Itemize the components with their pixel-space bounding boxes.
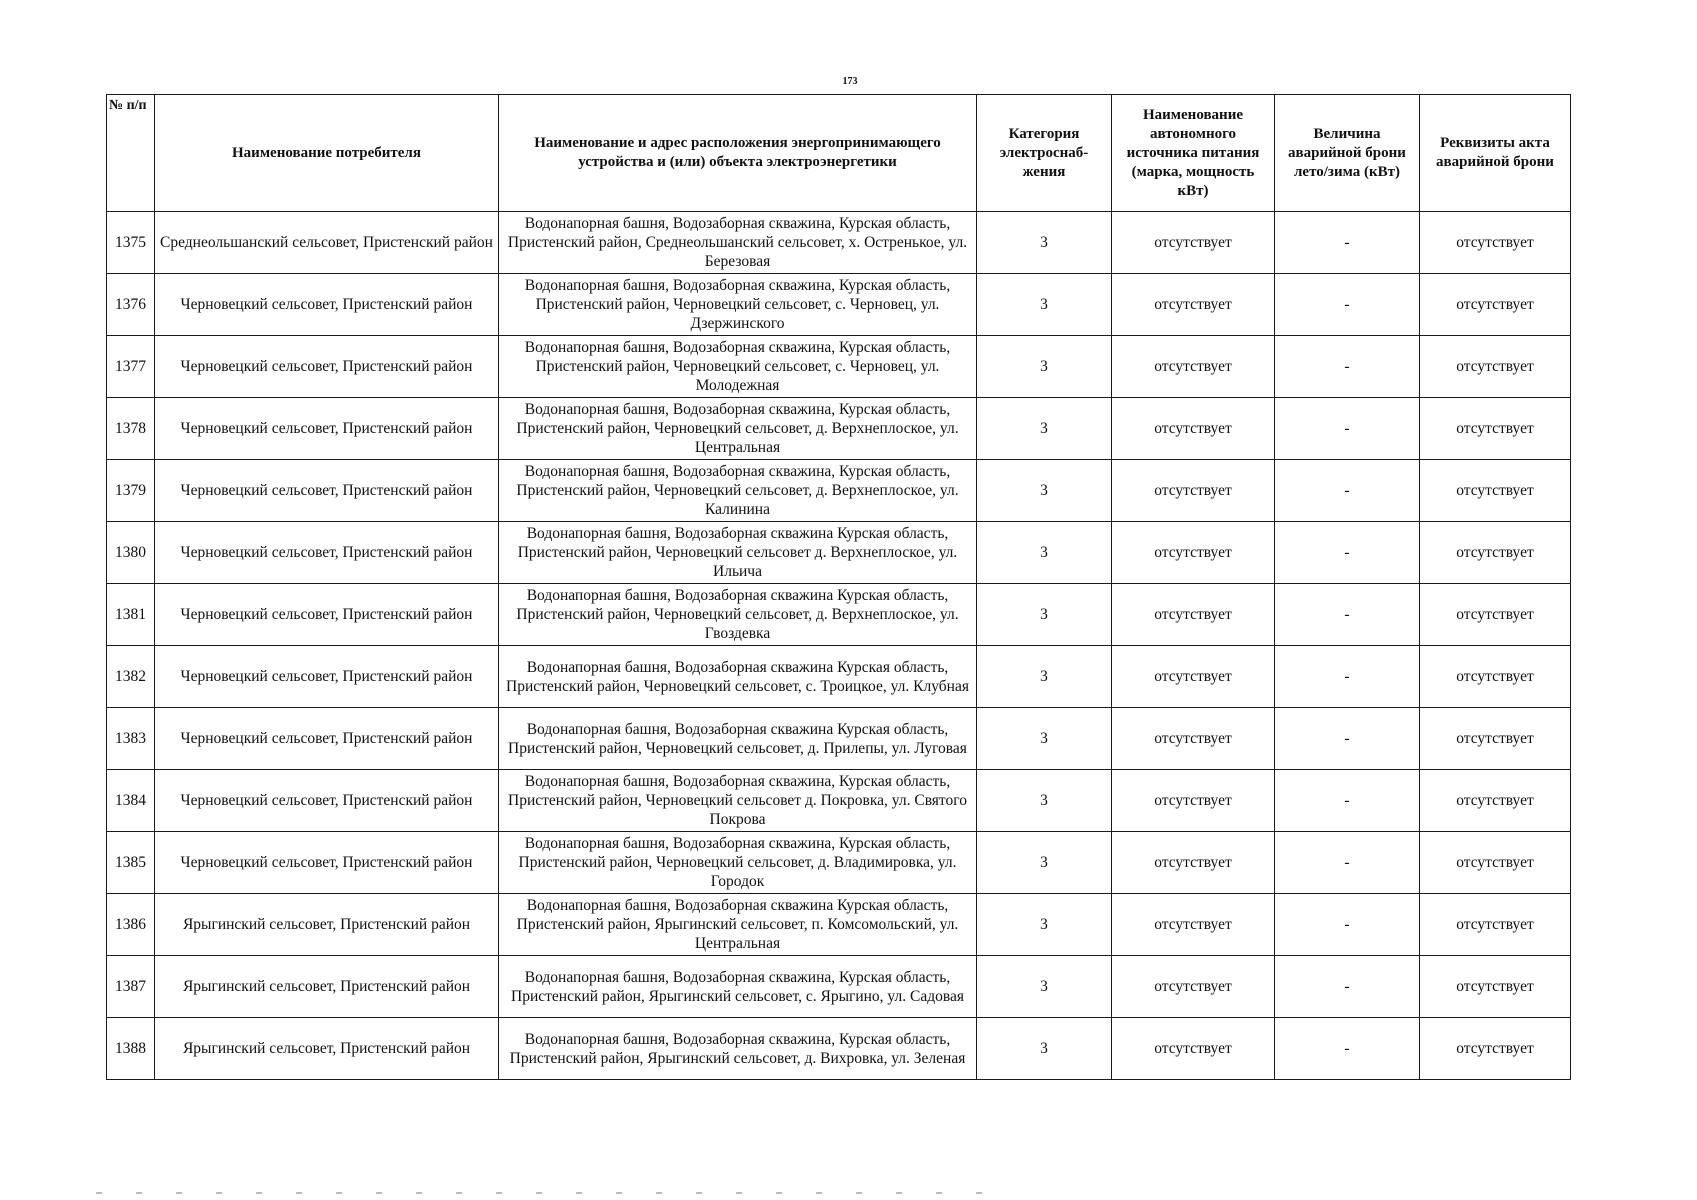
header-act-details: Реквизиты акта аварийной брони	[1420, 95, 1571, 212]
consumer-name: Ярыгинский сельсовет, Пристенский район	[155, 1018, 499, 1080]
act-details: отсутствует	[1420, 460, 1571, 522]
row-number: 1385	[107, 832, 155, 894]
reserve-value: -	[1275, 336, 1420, 398]
act-details: отсутствует	[1420, 956, 1571, 1018]
device-address: Водонапорная башня, Водозаборная скважина Курская область, Пристенский район, Черновецкий сельсовет, д. Верхнеплоское, ул. Гвоздевка	[499, 584, 977, 646]
table-body	[107, 212, 1571, 1080]
consumer-name: Черновецкий сельсовет, Пристенский район	[155, 398, 499, 460]
supply-category: 3	[977, 770, 1112, 832]
supply-category: 3	[977, 646, 1112, 708]
autonomous-source: отсутствует	[1112, 398, 1275, 460]
row-number: 1382	[107, 646, 155, 708]
autonomous-source: отсутствует	[1112, 708, 1275, 770]
header-number: № п/п	[107, 95, 155, 212]
autonomous-source: отсутствует	[1112, 522, 1275, 584]
reserve-value: -	[1275, 832, 1420, 894]
act-details: отсутствует	[1420, 398, 1571, 460]
row-number: 1386	[107, 894, 155, 956]
autonomous-source: отсутствует	[1112, 770, 1275, 832]
act-details: отсутствует	[1420, 212, 1571, 274]
device-address: Водонапорная башня, Водозаборная скважина, Курская область, Пристенский район, Черновецкий сельсовет, д. Верхнеплоское, ул. Калинина	[499, 460, 977, 522]
table-row	[107, 336, 1571, 398]
scan-artifact	[96, 1192, 996, 1194]
row-number: 1375	[107, 212, 155, 274]
row-number: 1388	[107, 1018, 155, 1080]
autonomous-source: отсутствует	[1112, 1018, 1275, 1080]
autonomous-source: отсутствует	[1112, 894, 1275, 956]
supply-category: 3	[977, 212, 1112, 274]
row-number: 1378	[107, 398, 155, 460]
autonomous-source: отсутствует	[1112, 274, 1275, 336]
device-address: Водонапорная башня, Водозаборная скважина Курская область, Пристенский район, Черновецкий сельсовет, с. Троицкое, ул. Клубная	[499, 646, 977, 708]
row-number: 1377	[107, 336, 155, 398]
reserve-value: -	[1275, 1018, 1420, 1080]
header-supply-category: Категория электроснаб-жения	[977, 95, 1112, 212]
autonomous-source: отсутствует	[1112, 336, 1275, 398]
consumer-name: Черновецкий сельсовет, Пристенский район	[155, 336, 499, 398]
device-address: Водонапорная башня, Водозаборная скважина Курская область, Пристенский район, Ярыгинский сельсовет, п. Комсомольский, ул. Центральная	[499, 894, 977, 956]
page-number: 173	[842, 76, 858, 87]
reserve-value: -	[1275, 274, 1420, 336]
device-address: Водонапорная башня, Водозаборная скважина Курская область, Пристенский район, Черновецкий сельсовет, д. Прилепы, ул. Луговая	[499, 708, 977, 770]
table-header-row	[107, 95, 1571, 212]
autonomous-source: отсутствует	[1112, 832, 1275, 894]
row-number: 1387	[107, 956, 155, 1018]
table-row	[107, 832, 1571, 894]
act-details: отсутствует	[1420, 708, 1571, 770]
table-row	[107, 460, 1571, 522]
device-address: Водонапорная башня, Водозаборная скважина, Курская область, Пристенский район, Ярыгинский сельсовет, с. Ярыгино, ул. Садовая	[499, 956, 977, 1018]
device-address: Водонапорная башня, Водозаборная скважина, Курская область, Пристенский район, Черновецкий сельсовет, с. Черновец, ул. Дзержинского	[499, 274, 977, 336]
device-address: Водонапорная башня, Водозаборная скважина, Курская область, Пристенский район, Черновецкий сельсовет, д. Владимировка, ул. Городок	[499, 832, 977, 894]
device-address: Водонапорная башня, Водозаборная скважина, Курская область, Пристенский район, Черновецкий сельсовет, с. Черновец, ул. Молодежная	[499, 336, 977, 398]
device-address: Водонапорная башня, Водозаборная скважина Курская область, Пристенский район, Черновецкий сельсовет д. Верхнеплоское, ул. Ильича	[499, 522, 977, 584]
reserve-value: -	[1275, 770, 1420, 832]
table-row	[107, 646, 1571, 708]
act-details: отсутствует	[1420, 274, 1571, 336]
reserve-value: -	[1275, 708, 1420, 770]
act-details: отсутствует	[1420, 336, 1571, 398]
row-number: 1381	[107, 584, 155, 646]
act-details: отсутствует	[1420, 522, 1571, 584]
supply-category: 3	[977, 274, 1112, 336]
reserve-value: -	[1275, 894, 1420, 956]
table-row	[107, 956, 1571, 1018]
act-details: отсутствует	[1420, 770, 1571, 832]
supply-category: 3	[977, 832, 1112, 894]
header-reserve-value: Величина аварийной брони лето/зима (кВт)	[1275, 95, 1420, 212]
supply-category: 3	[977, 1018, 1112, 1080]
supply-category: 3	[977, 336, 1112, 398]
table-row	[107, 398, 1571, 460]
reserve-value: -	[1275, 398, 1420, 460]
table-row	[107, 522, 1571, 584]
consumer-name: Черновецкий сельсовет, Пристенский район	[155, 832, 499, 894]
table-row	[107, 894, 1571, 956]
row-number: 1384	[107, 770, 155, 832]
consumer-name: Черновецкий сельсовет, Пристенский район	[155, 460, 499, 522]
consumer-name: Ярыгинский сельсовет, Пристенский район	[155, 956, 499, 1018]
consumer-name: Черновецкий сельсовет, Пристенский район	[155, 708, 499, 770]
consumer-name: Ярыгинский сельсовет, Пристенский район	[155, 894, 499, 956]
supply-category: 3	[977, 894, 1112, 956]
supply-category: 3	[977, 708, 1112, 770]
consumer-name: Черновецкий сельсовет, Пристенский район	[155, 646, 499, 708]
consumer-name: Черновецкий сельсовет, Пристенский район	[155, 522, 499, 584]
header-device-address: Наименование и адрес расположения энергопринимающего устройства и (или) объекта электроэнергетики	[499, 95, 977, 212]
table-row	[107, 212, 1571, 274]
emergency-reserve-table	[106, 94, 1571, 1080]
autonomous-source: отсутствует	[1112, 646, 1275, 708]
row-number: 1376	[107, 274, 155, 336]
supply-category: 3	[977, 460, 1112, 522]
act-details: отсутствует	[1420, 1018, 1571, 1080]
act-details: отсутствует	[1420, 894, 1571, 956]
device-address: Водонапорная башня, Водозаборная скважина, Курская область, Пристенский район, Ярыгинский сельсовет, д. Вихровка, ул. Зеленая	[499, 1018, 977, 1080]
reserve-value: -	[1275, 584, 1420, 646]
reserve-value: -	[1275, 212, 1420, 274]
reserve-value: -	[1275, 646, 1420, 708]
act-details: отсутствует	[1420, 832, 1571, 894]
table-row	[107, 708, 1571, 770]
table-row	[107, 1018, 1571, 1080]
reserve-value: -	[1275, 522, 1420, 584]
row-number: 1380	[107, 522, 155, 584]
table-row	[107, 770, 1571, 832]
supply-category: 3	[977, 398, 1112, 460]
table-row	[107, 274, 1571, 336]
autonomous-source: отсутствует	[1112, 956, 1275, 1018]
consumer-name: Черновецкий сельсовет, Пристенский район	[155, 274, 499, 336]
supply-category: 3	[977, 956, 1112, 1018]
device-address: Водонапорная башня, Водозаборная скважина, Курская область, Пристенский район, Среднеольшанский сельсовет, х. Остренькое, ул. Березовая	[499, 212, 977, 274]
header-consumer-name: Наименование потребителя	[155, 95, 499, 212]
consumer-name: Среднеольшанский сельсовет, Пристенский район	[155, 212, 499, 274]
supply-category: 3	[977, 584, 1112, 646]
header-autonomous-source: Наименование автономного источника питания (марка, мощность кВт)	[1112, 95, 1275, 212]
autonomous-source: отсутствует	[1112, 584, 1275, 646]
reserve-value: -	[1275, 956, 1420, 1018]
autonomous-source: отсутствует	[1112, 212, 1275, 274]
autonomous-source: отсутствует	[1112, 460, 1275, 522]
device-address: Водонапорная башня, Водозаборная скважина, Курская область, Пристенский район, Черновецкий сельсовет д. Покровка, ул. Святого Покрова	[499, 770, 977, 832]
device-address: Водонапорная башня, Водозаборная скважина, Курская область, Пристенский район, Черновецкий сельсовет, д. Верхнеплоское, ул. Центральная	[499, 398, 977, 460]
consumer-name: Черновецкий сельсовет, Пристенский район	[155, 584, 499, 646]
consumer-name: Черновецкий сельсовет, Пристенский район	[155, 770, 499, 832]
row-number: 1379	[107, 460, 155, 522]
act-details: отсутствует	[1420, 646, 1571, 708]
reserve-value: -	[1275, 460, 1420, 522]
row-number: 1383	[107, 708, 155, 770]
supply-category: 3	[977, 522, 1112, 584]
table-row	[107, 584, 1571, 646]
act-details: отсутствует	[1420, 584, 1571, 646]
